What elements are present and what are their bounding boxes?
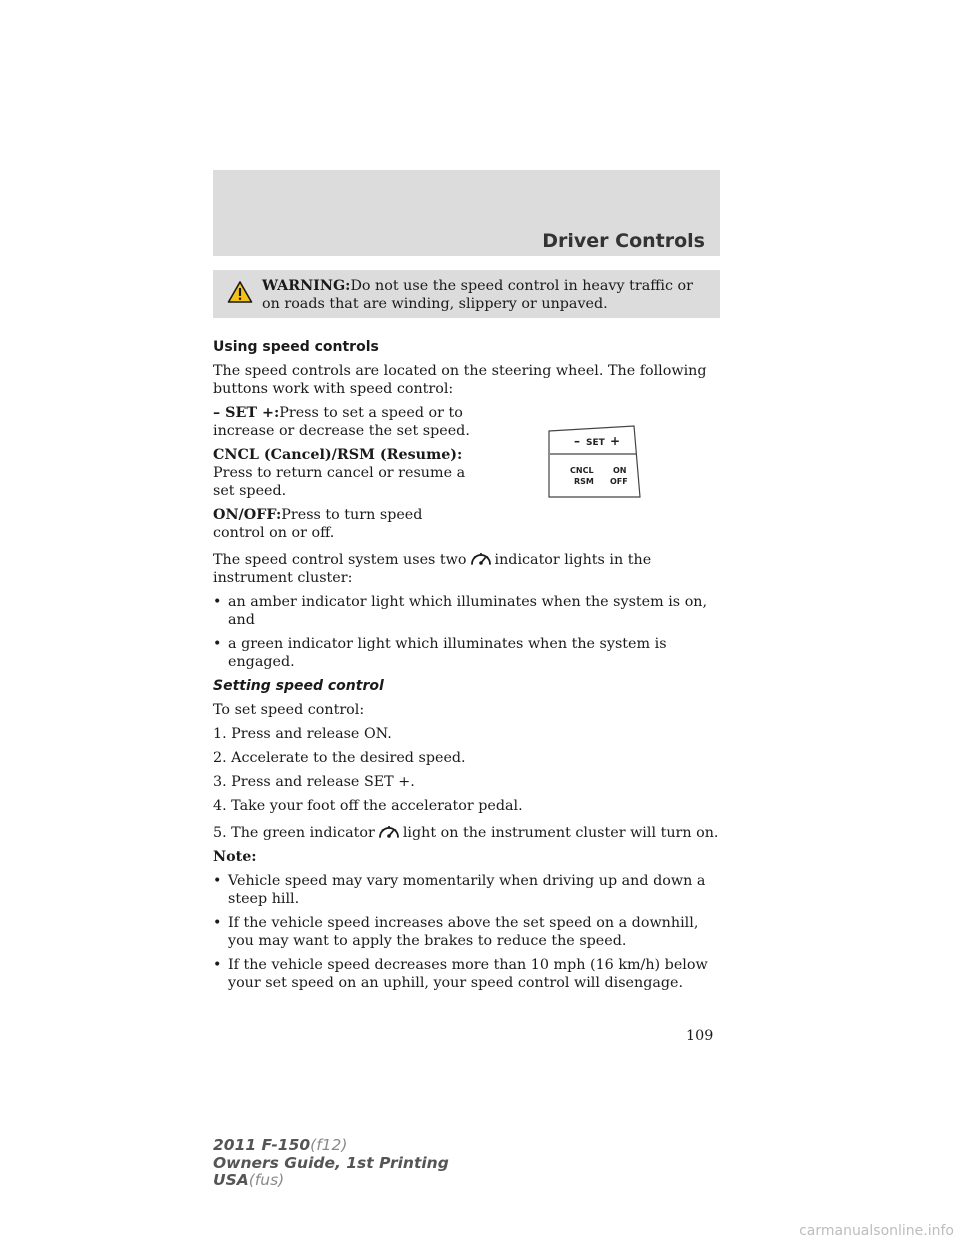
speed-control-icon [469,548,493,568]
list-item: • an amber indicator light which illuminates when the system is on, and [213,593,720,629]
note-list [213,872,720,992]
footer-region: USA [213,1171,249,1189]
warning-label: WARNING: [262,278,351,294]
using-intro: The speed controls are located on the steering wheel. The following buttons work with speed control: [213,363,707,397]
diagram-set-label: SET [586,438,605,448]
footer-model: 2011 F-150 [213,1136,311,1154]
set-description [213,404,473,440]
setting-heading: Setting speed control [213,678,384,694]
speed-control-buttons-diagram [548,425,642,499]
diagram-minus: – [574,434,580,448]
diagram-plus: + [610,434,621,448]
speed-control-icon [377,821,401,841]
setting-intro: To set speed control: [213,702,365,718]
indicator-list [213,593,720,671]
diagram-off-label: OFF [610,477,628,486]
step-2: 2. Accelerate to the desired speed. [213,750,466,766]
indicator-sentence [213,548,720,587]
list-item: • Vehicle speed may vary momentarily when driving up and down a steep hill. [213,872,720,908]
step-5 [213,821,720,842]
footer-model-code: (f12) [310,1136,348,1154]
footer [213,1137,449,1190]
page-number: 109 [686,1028,714,1044]
onoff-description [213,506,473,542]
list-item: • If the vehicle speed increases above the set speed on a downhill, you may want to apply the brakes to reduce the speed. [213,914,720,950]
set-text: Press to set a speed or to increase or decrease the set speed. [213,405,470,439]
warning-triangle-icon [227,280,253,304]
onoff-text: Press to turn speed control on or off. [213,507,423,541]
footer-region-code: (fus) [248,1171,285,1189]
step-1: 1. Press and release ON. [213,726,392,742]
cncl-description [213,446,473,500]
step-4: 4. Take your foot off the accelerator pedal. [213,798,523,814]
section-title: Driver Controls [542,230,705,252]
step5-before: 5. The green indicator [213,825,375,841]
warning-body: Do not use the speed control in heavy traffic or on roads that are winding, slippery or unpaved. [262,278,693,312]
cncl-text: Press to return cancel or resume a set speed. [213,465,466,499]
step-3: 3. Press and release SET +. [213,774,415,790]
header-band [213,170,720,256]
content [213,338,720,998]
list-item: • If the vehicle speed decreases more than 10 mph (16 km/h) below your set speed on an uphill, your speed control will disengage. [213,956,720,992]
set-label: – SET +: [213,405,280,421]
onoff-label: ON/OFF: [213,507,282,523]
diagram-rsm-label: RSM [574,477,594,486]
diagram-on-label: ON [613,466,627,475]
indicator-before: The speed control system uses two [213,552,467,568]
warning-box [213,270,720,318]
cncl-label: CNCL (Cancel)/RSM (Resume): [213,447,463,463]
list-item: • a green indicator light which illuminates when the system is engaged. [213,635,720,671]
warning-text [262,277,710,313]
step5-after: light on the instrument cluster will turn on. [402,825,719,841]
indicator-after: indicator lights in the instrument cluster: [213,552,652,586]
diagram-cncl-label: CNCL [570,466,594,475]
using-heading: Using speed controls [213,339,379,355]
note-label: Note: [213,849,257,865]
watermark: carmanualsonline.info [799,1223,954,1239]
footer-guide: Owners Guide, 1st Printing [213,1153,449,1172]
